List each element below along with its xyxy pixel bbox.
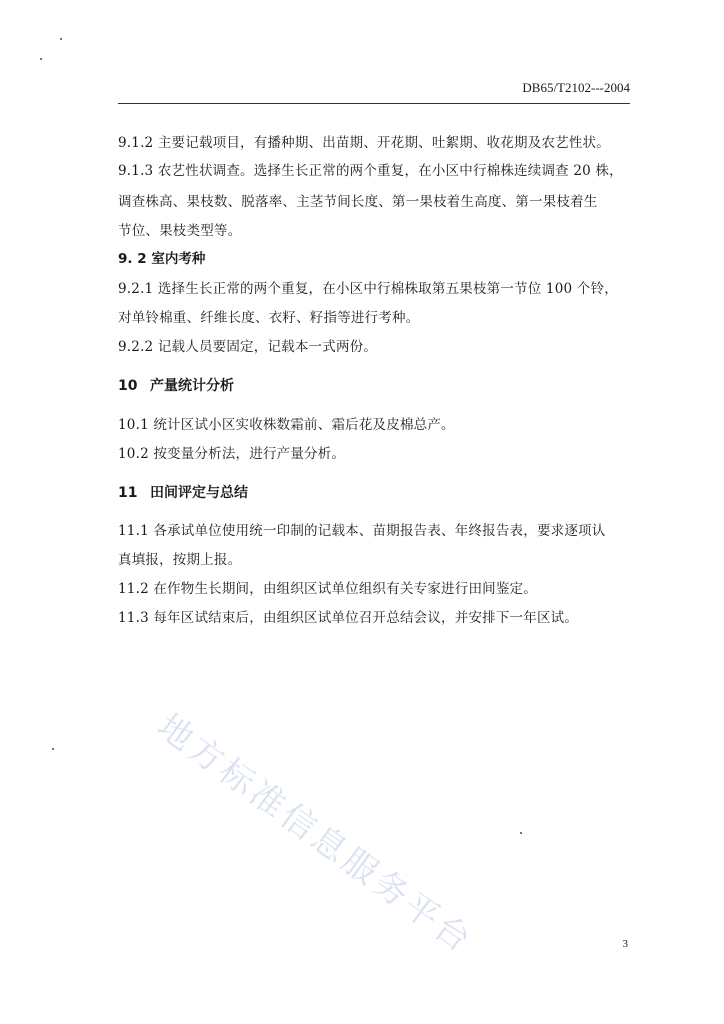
clause-9-2-2: 9.2.2 记载人员要固定，记载本一式两份。 — [118, 339, 378, 355]
heading-10 — [118, 377, 234, 395]
header-divider — [118, 103, 630, 104]
clause-9-1-2: 9.1.2 主要记载项目，有播种期、出苗期、开花期、吐絮期、收花期及农艺性状。 — [118, 135, 610, 151]
watermark: 地方标准信息服务平台 — [149, 706, 481, 963]
heading-11-title: 田间评定与总结 — [150, 485, 248, 501]
clause-9-1-3-line-3: 节位、果枝类型等。 — [118, 223, 242, 239]
page-number: 3 — [622, 938, 628, 950]
clause-10-1: 10.1 统计区试小区实收株数霜前、霜后花及皮棉总产。 — [118, 417, 455, 433]
clause-11-1-line-1: 11.1 各承试单位使用统一印制的记载本、苗期报告表、年终报告表，要求逐项认 — [118, 523, 606, 539]
clause-11-3: 11.3 每年区试结束后，由组织区试单位召开总结会议，并安排下一年区试。 — [118, 610, 579, 626]
scan-speck — [52, 748, 54, 750]
heading-11 — [118, 484, 248, 502]
clause-9-2-1-line-2: 对单铃棉重、纤维长度、衣籽、籽指等进行考种。 — [118, 310, 420, 326]
clause-10-2: 10.2 按变量分析法，进行产量分析。 — [118, 446, 346, 462]
scan-speck — [60, 38, 62, 40]
heading-11-number: 11 — [118, 485, 138, 501]
clause-9-1-3-line-2: 调查株高、果枝数、脱落率、主茎节间长度、第一果枝着生高度、第一果枝着生 — [118, 194, 598, 210]
heading-9-2: 9. 2 室内考种 — [118, 251, 206, 267]
clause-11-2: 11.2 在作物生长期间，由组织区试单位组织有关专家进行田间鉴定。 — [118, 581, 537, 597]
clause-11-1-line-2: 真填报，按期上报。 — [118, 552, 242, 568]
scan-speck — [520, 832, 522, 834]
scan-speck — [40, 58, 42, 60]
clause-9-1-3-line-1: 9.1.3 农艺性状调查。选择生长正常的两个重复，在小区中行棉株连续调查 20 株， — [118, 163, 623, 179]
heading-10-number: 10 — [118, 378, 138, 394]
standard-code: DB65/T2102---2004 — [522, 80, 630, 95]
clause-9-2-1-line-1: 9.2.1 选择生长正常的两个重复，在小区中行棉株取第五果枝第一节位 100 个铃， — [118, 281, 618, 297]
heading-10-title: 产量统计分析 — [150, 378, 234, 394]
